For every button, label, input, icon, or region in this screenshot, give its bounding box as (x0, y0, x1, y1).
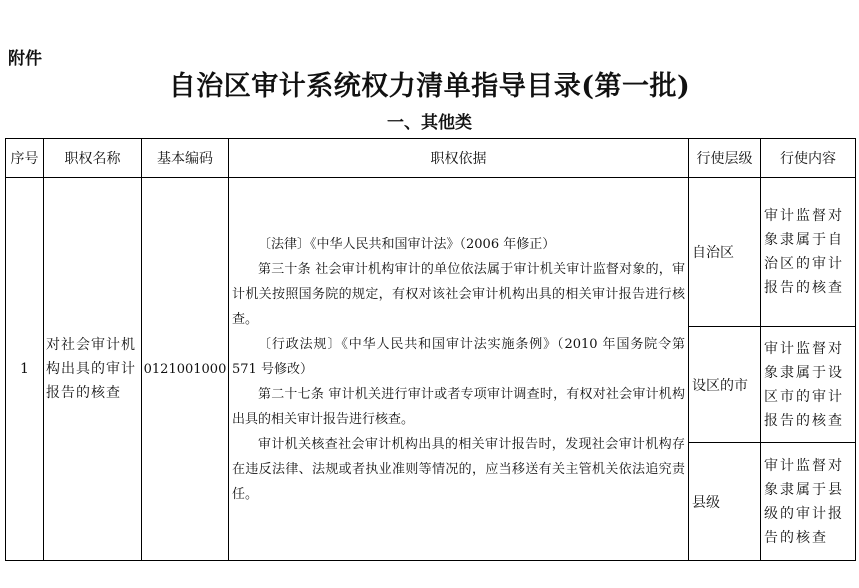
table-header-row (6, 139, 856, 178)
basis-regulation-article: 第二十七条 审计机关进行审计或者专项审计调查时，有权对社会审计机构出具的相关审计报告进行核查。 (232, 386, 685, 427)
exercise-level: 设区的市 (689, 327, 761, 443)
header-index: 序号 (6, 139, 44, 178)
basis-regulation-citation: 〔行政法规〕《中华人民共和国审计法实施条例》（2010 年国务院令第 571 号修改） (232, 336, 685, 377)
table-row (6, 178, 856, 327)
header-basic-code: 基本编码 (142, 139, 229, 178)
power-list-table (5, 138, 856, 561)
annex-label: 附件 (8, 49, 42, 69)
basis-law-citation: 〔法律〕《中华人民共和国审计法》（2006 年修正） (258, 236, 556, 252)
section-title: 一、其他类 (387, 113, 472, 133)
header-exercise-level: 行使层级 (689, 139, 761, 178)
power-name: 对社会审计机构出具的审计报告的核查 (44, 178, 142, 561)
basic-code: 0121001000 (142, 178, 229, 561)
document-title: 自治区审计系统权力清单指导目录(第一批) (168, 71, 691, 102)
basis-law-article: 第三十条 社会审计机构审计的单位依法属于审计机关审计监督对象的，审计机关按照国务院的规定，有权对该社会审计机构出具的相关审计报告进行核查。 (232, 261, 685, 327)
header-exercise-content: 行使内容 (761, 139, 856, 178)
exercise-content: 审计监督对象隶属于自治区的审计报告的核查 (761, 178, 856, 327)
basis-regulation-clause: 审计机关核查社会审计机构出具的相关审计报告时，发现社会审计机构存在违反法律、法规或者执业准则等情况的，应当移送有关主管机关依法追究责任。 (232, 436, 685, 502)
exercise-level: 县级 (689, 443, 761, 561)
legal-basis (229, 178, 689, 561)
row-index: 1 (6, 178, 44, 561)
exercise-content: 审计监督对象隶属于设区市的审计报告的核查 (761, 327, 856, 443)
exercise-level: 自治区 (689, 178, 761, 327)
header-legal-basis: 职权依据 (229, 139, 689, 178)
exercise-content: 审计监督对象隶属于县级的审计报告的核查 (761, 443, 856, 561)
header-power-name: 职权名称 (44, 139, 142, 178)
